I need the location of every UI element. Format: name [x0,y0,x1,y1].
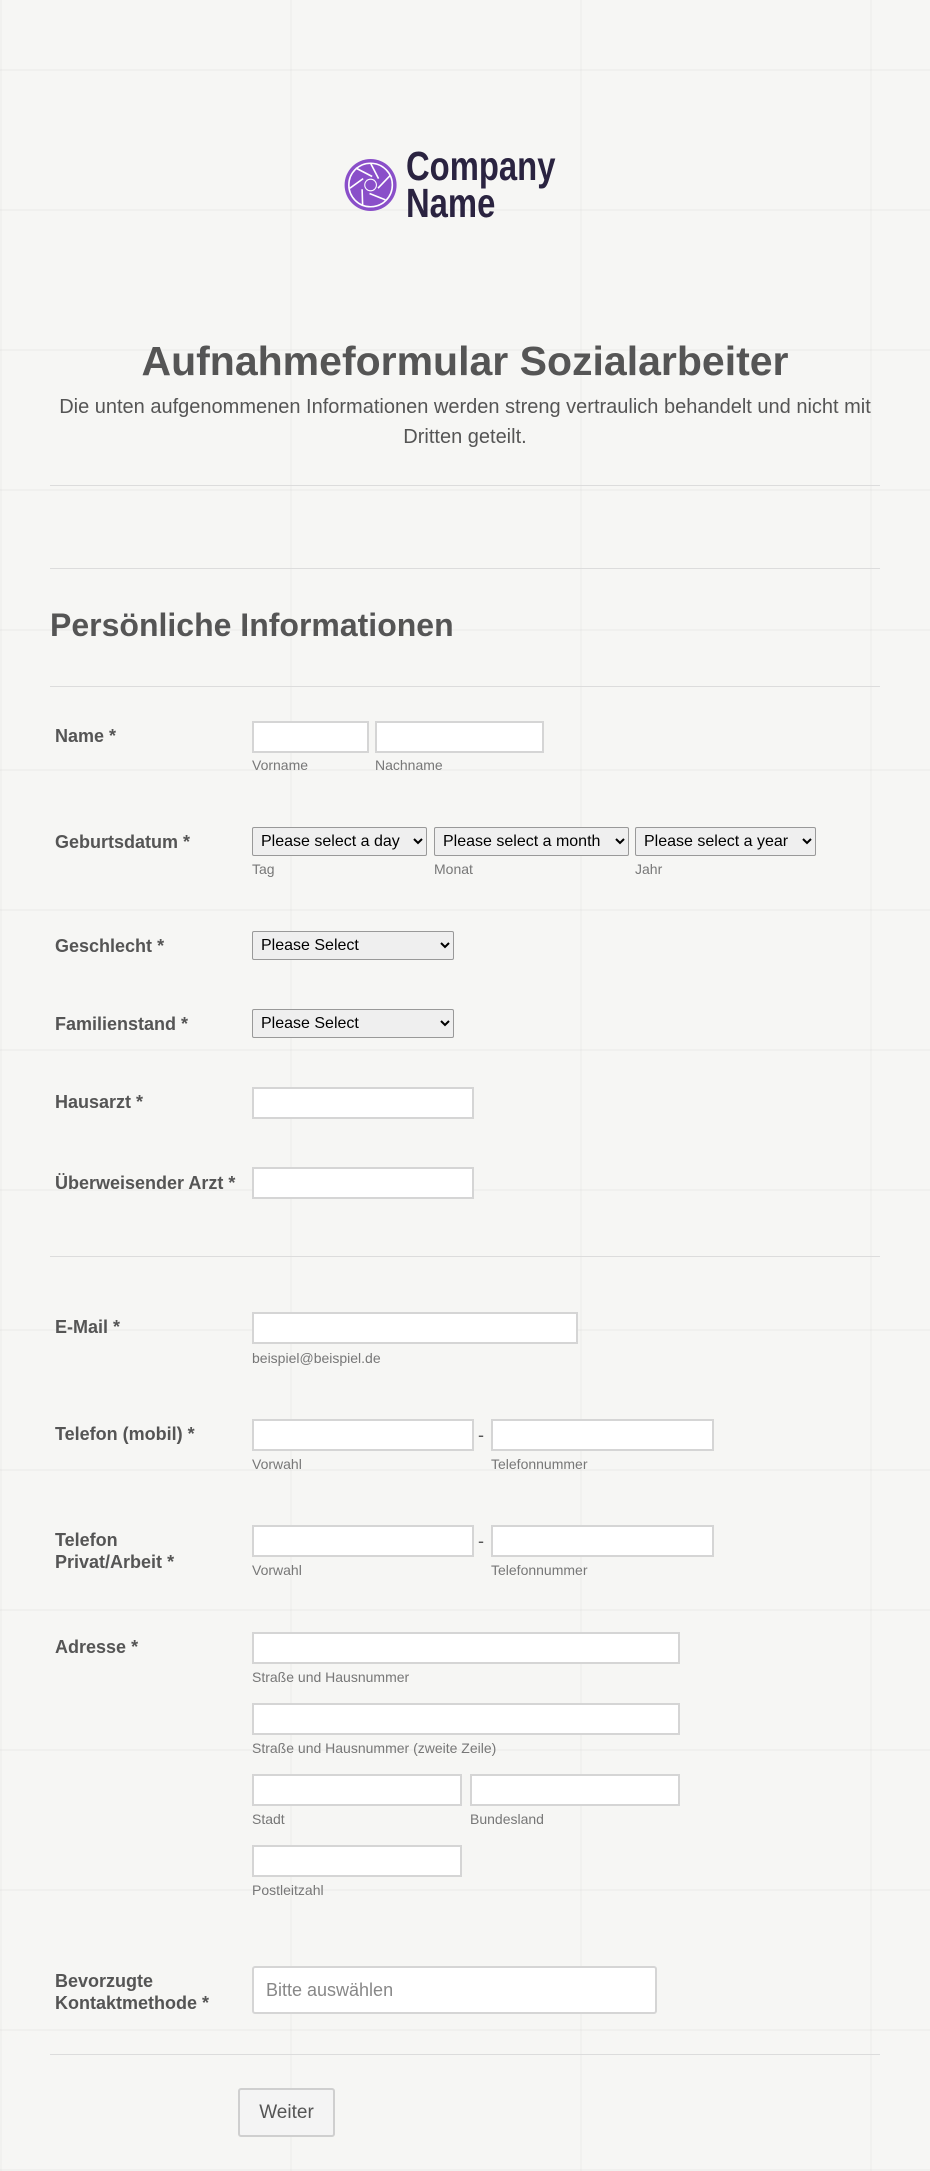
phone-number-sublabel: Telefonnummer [491,1456,588,1472]
name-label-text: Name [55,726,105,746]
contact-method-label [55,1970,209,2014]
birthdate-label-text: Geburtsdatum [55,832,179,852]
street-line1-input[interactable] [252,1632,680,1664]
birth-year-select[interactable] [635,827,816,856]
required-mark: * [131,1637,139,1657]
company-name-line1: Company [406,143,556,189]
birthdate-label [55,831,190,853]
area-code-sublabel: Vorwahl [252,1456,302,1472]
required-mark: * [167,1552,175,1572]
divider [50,1256,880,1257]
street-line2-input[interactable] [252,1703,680,1735]
email-label [55,1316,120,1338]
birth-month-select[interactable] [434,827,629,856]
first-name-sublabel: Vorname [252,757,309,773]
contact-method-label-line1: Bevorzugte [55,1971,154,1991]
home-phone-label-line1: Telefon [55,1530,118,1550]
street-line1-sublabel: Straße und Hausnummer [252,1669,410,1685]
company-logo [343,133,593,237]
referring-doctor-label [55,1172,235,1194]
mobile-phone-label-text: Telefon (mobil) [55,1424,183,1444]
contact-method-select[interactable] [252,1966,657,2014]
required-mark: * [183,832,191,852]
required-mark: * [113,1317,121,1337]
required-mark: * [157,936,165,956]
gender-select[interactable] [252,931,454,960]
first-name-input[interactable] [252,721,369,753]
gender-label-text: Geschlecht [55,936,153,956]
contact-method-label-line2: Kontaktmethode [55,1993,198,2013]
birth-day-select[interactable] [252,827,427,856]
email-sublabel: beispiel@beispiel.de [252,1350,381,1366]
address-label-text: Adresse [55,1637,127,1657]
gp-label-text: Hausarzt [55,1092,132,1112]
required-mark: * [202,1993,210,2013]
aperture-icon [343,133,398,237]
divider [50,2054,880,2055]
divider [50,485,880,486]
mobile-area-code-input[interactable] [252,1419,474,1451]
phone-separator: - [478,1425,484,1445]
gender-label [55,935,164,957]
day-sublabel: Tag [252,861,275,877]
state-sublabel: Bundesland [470,1811,544,1827]
home-phone-label [55,1529,174,1573]
state-input[interactable] [470,1774,680,1806]
city-sublabel: Stadt [252,1811,285,1827]
referring-doctor-label-text: Überweisender Arzt [55,1173,224,1193]
form-subtitle: Die unten aufgenommenen Informationen werden streng vertraulich behandelt und nicht mit Dritten geteilt. [59,396,871,448]
required-mark: * [228,1173,236,1193]
last-name-sublabel: Nachname [375,757,443,773]
zip-sublabel: Postleitzahl [252,1882,324,1898]
city-input[interactable] [252,1774,462,1806]
required-mark: * [187,1424,195,1444]
company-name-line2: Name [406,180,496,226]
year-sublabel: Jahr [635,861,663,877]
section-title: Persönliche Informationen [50,607,454,643]
form-title: Aufnahmeformular Sozialarbeiter [141,338,789,384]
zip-input[interactable] [252,1845,462,1877]
phone-separator: - [478,1531,484,1551]
contact-method-placeholder: Bitte auswählen [266,1980,394,2000]
marital-status-select[interactable] [252,1009,454,1038]
referring-doctor-input[interactable] [252,1167,474,1199]
gp-input[interactable] [252,1087,474,1119]
email-input[interactable] [252,1312,578,1344]
divider [50,568,880,569]
divider [50,686,880,687]
next-button[interactable]: Weiter [238,2088,335,2137]
home-area-code-input[interactable] [252,1525,474,1557]
home-number-input[interactable] [491,1525,714,1557]
phone-number-sublabel: Telefonnummer [491,1562,588,1578]
required-mark: * [181,1014,189,1034]
area-code-sublabel: Vorwahl [252,1562,302,1578]
mobile-number-input[interactable] [491,1419,714,1451]
home-phone-label-line2: Privat/Arbeit [55,1552,163,1572]
marital-status-label-text: Familienstand [55,1014,177,1034]
address-label [55,1636,138,1658]
mobile-phone-label [55,1423,195,1445]
email-label-text: E-Mail [55,1317,109,1337]
company-name [406,143,556,226]
last-name-input[interactable] [375,721,544,753]
required-mark: * [136,1092,144,1112]
name-label [55,725,116,747]
gp-label [55,1091,143,1113]
street-line2-sublabel: Straße und Hausnummer (zweite Zeile) [252,1740,497,1756]
required-mark: * [109,726,117,746]
marital-status-label [55,1013,188,1035]
month-sublabel: Monat [434,861,473,877]
